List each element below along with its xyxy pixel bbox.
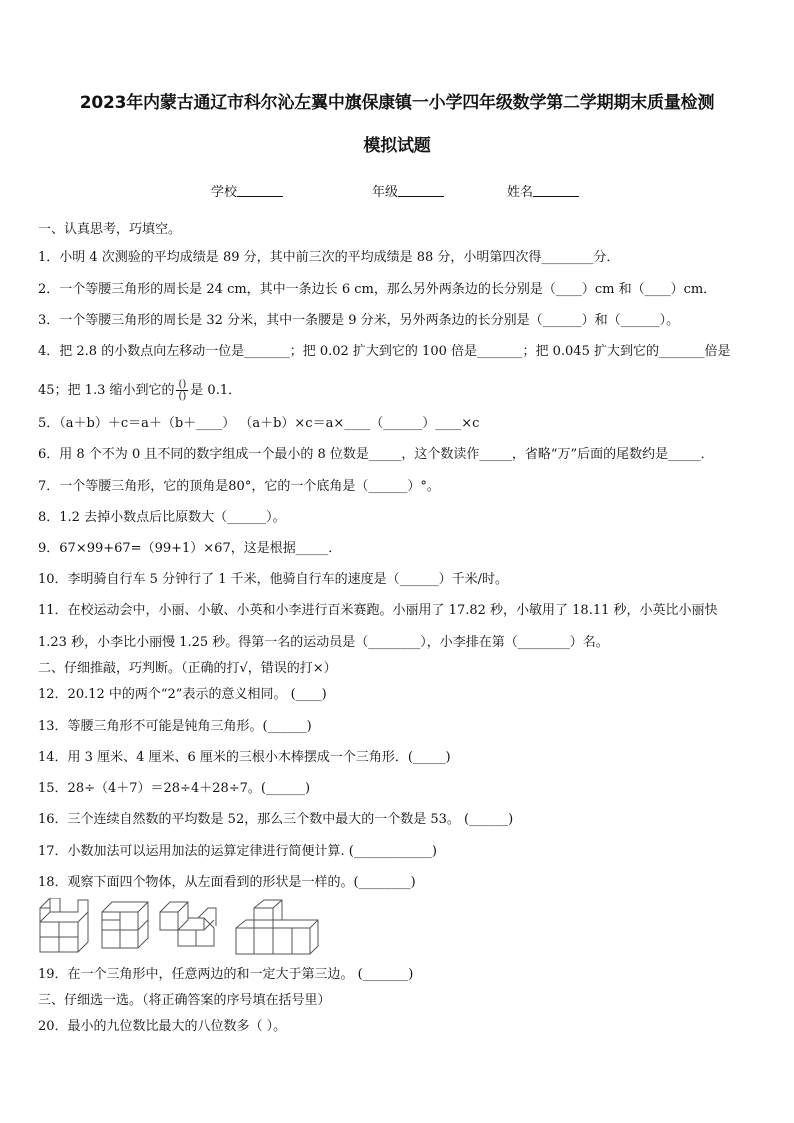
- cube-figure-4: [236, 900, 318, 954]
- question-18: 18．观察下面四个物体，从左面看到的形状是一样的。(________): [38, 875, 416, 890]
- school-field: [211, 181, 283, 200]
- question-14: 14．用 3 厘米、4 厘米、6 厘米的三根小木棒摆成一个三角形．(_____): [38, 750, 451, 765]
- question-11-line-1: 11．在校运动会中，小丽、小敏、小英和小李进行百米赛跑。小丽用了 17.82 秒，小敏用了 18.11 秒，小英比小丽快: [38, 603, 718, 618]
- cube-figure-3: [160, 902, 216, 946]
- doc-title-line-1: 2023年内蒙古通辽市科尔沁左翼中旗保康镇一小学四年级数学第二学期期末质量检测: [79, 93, 715, 113]
- question-3: 3．一个等腰三角形的周长是 32 分米，其中一条腰是 9 分米，另外两条边的长分别是（______）和（______）。: [38, 313, 680, 328]
- question-4-text-pre: 45；把 1.3 缩小到它的: [38, 383, 175, 398]
- grade-blank: [398, 184, 444, 197]
- question-4-line-2: [38, 379, 241, 402]
- section-heading: 一、认真思考，巧填空。: [38, 222, 182, 237]
- question-13: 13．等腰三角形不可能是钝角三角形。(______): [38, 719, 312, 734]
- grade-label: 年级: [372, 185, 399, 200]
- name-label: 姓名: [507, 185, 534, 200]
- section-heading: 二、仔细推敲，巧判断。（正确的打√，错误的打×）: [38, 661, 337, 676]
- question-16: 16．三个连续自然数的平均数是 52，那么三个数中最大的一个数是 53。 (______): [38, 812, 514, 827]
- question-4-line-1: 4．把 2.8 的小数点向左移动一位是_______；把 0.02 扩大到它的 100 倍是_______；把 0.045 扩大到它的_______倍是: [38, 344, 731, 359]
- cube-figure-2: [102, 902, 148, 948]
- question-2: 2．一个等腰三角形的周长是 24 cm，其中一条边长 6 cm，那么另外两条边的长分别是（____）cm 和（____）cm．: [38, 282, 717, 297]
- question-11-line-2: 1.23 秒，小李比小丽慢 1.25 秒。得第一名的运动员是（________），小李排在第（________）名。: [38, 635, 609, 650]
- question-7: 7．一个等腰三角形，它的顶角是80°，它的一个底角是（______）°。: [38, 479, 440, 494]
- question-12: 12．20.12 中的两个“2”表示的意义相同。 (____): [38, 687, 327, 702]
- school-label: 学校: [211, 185, 238, 200]
- fraction-denominator: (): [178, 391, 187, 402]
- fraction-numerator: (): [178, 379, 187, 390]
- name-field: [507, 181, 579, 200]
- question-1: 1．小明 4 次测验的平均成绩是 89 分，其中前三次的平均成绩是 88 分，小明第四次得________分．: [38, 250, 620, 265]
- question-5: 5．（a＋b）＋c＝a＋（b＋____） （a＋b）×c＝a×____（______）____×c: [38, 416, 480, 431]
- school-blank: [237, 184, 283, 197]
- cube-figures: [38, 898, 328, 956]
- question-15: 15．28÷（4＋7）＝28÷4＋28÷7。(______): [38, 781, 311, 796]
- cube-figure-1: [40, 898, 88, 952]
- question-8: 8．1.2 去掉小数点后比原数大（______）。: [38, 510, 286, 525]
- question-4-text-post: 是 0.1．: [190, 383, 242, 398]
- section-heading: 三、仔细选一选。（将正确答案的序号填在括号里）: [38, 993, 331, 1008]
- question-20: 20．最小的九位数比最大的八位数多（ ）。: [38, 1019, 287, 1034]
- question-19: 19．在一个三角形中，任意两边的和一定大于第三边。 (_______): [38, 967, 414, 982]
- doc-title-line-2: 模拟试题: [363, 136, 431, 156]
- fraction: [176, 379, 188, 402]
- question-10: 10．李明骑自行车 5 分钟行了 1 千米，他骑自行车的速度是（______）千米/时。: [38, 572, 508, 587]
- name-blank: [533, 184, 579, 197]
- grade-field: [372, 181, 444, 200]
- question-17: 17．小数加法可以运用加法的运算定律进行简便计算. (____________): [38, 844, 437, 859]
- question-9: 9．67×99+67=（99+1）×67，这是根据_____．: [38, 541, 342, 556]
- question-6: 6．用 8 个不为 0 且不同的数字组成一个最小的 8 位数是_____，这个数读作_____，省略“万”后面的尾数约是_____．: [38, 447, 714, 462]
